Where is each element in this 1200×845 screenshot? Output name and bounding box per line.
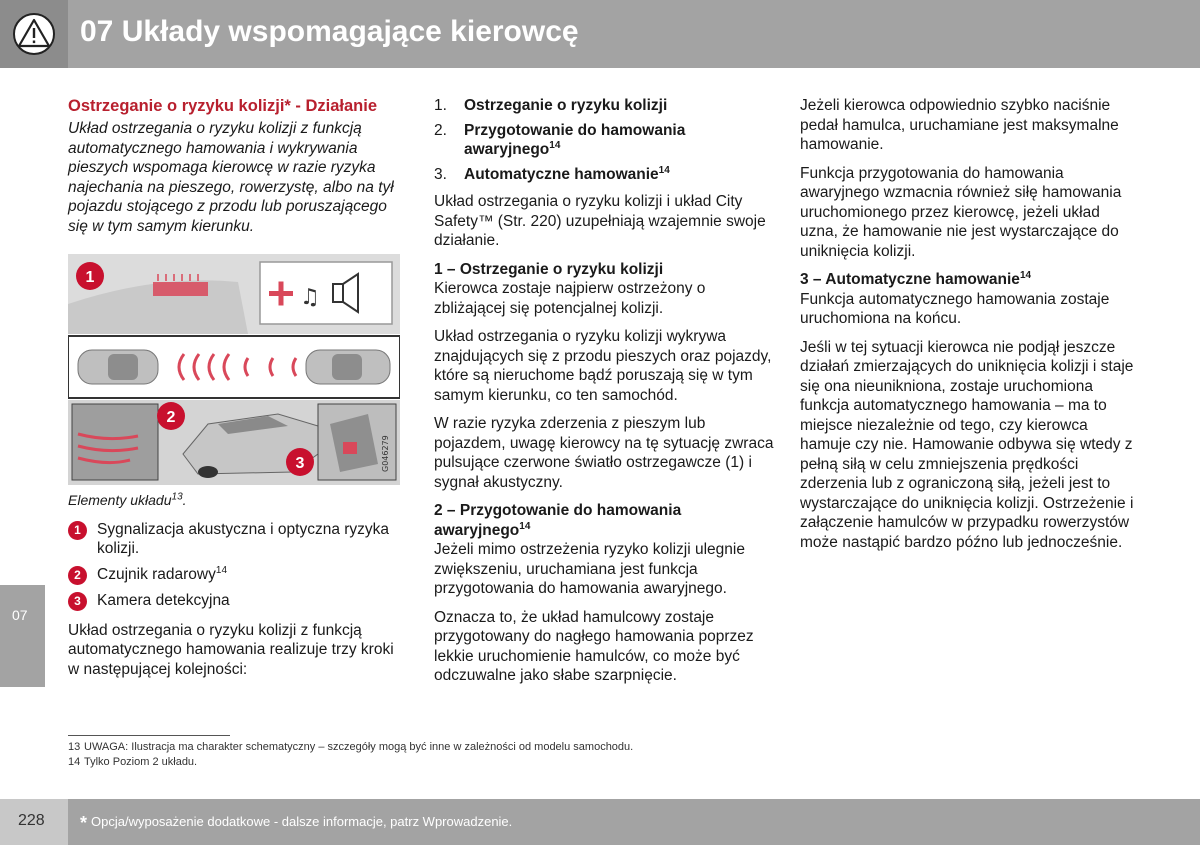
legend-badge: 1 — [68, 521, 87, 540]
own-car-topview — [78, 350, 158, 384]
svg-text:2: 2 — [166, 409, 176, 426]
legend-badge: 2 — [68, 566, 87, 585]
paragraph: Funkcja automatycznego hamowania zostaje uruchomiona na końcu. — [800, 290, 1110, 327]
system-illustration — [68, 254, 400, 485]
steps-list — [434, 96, 774, 184]
paragraph: Układ ostrzegania o ryzyku kolizji wykrywa znajdujących się z przodu pieszych oraz pojazdy, które są nieruchome bądź poruszają się w tym samym kierunku, co ten samochód. — [434, 328, 772, 404]
list-item: 1. Ostrzeganie o ryzyku kolizji — [434, 97, 668, 114]
asterisk-icon: * — [80, 813, 88, 833]
paragraph: Jeśli w tej sytuacji kierowca nie podjął jeszcze działań zmierzających do uniknięcia kolizji i staje się ona nieunikniona, zostaje uruchomiona funkcja automatycznego hamowania – ma to miejsce niezależnie od tego, czy kierowca hamuje czy nie. Hamowanie odbywa się wtedy z pełną siłą w celu zmniejszenia prędkości zderzenia lub z ograniczoną siłą, jeżeli jest to wystarczające do uniknięcia kolizji. Ostrzeżenie i załączenie hamulców w przypadku rowerzystów może nastąpić bardzo późno lub jednocześnie. — [800, 338, 1134, 551]
legend-item-2 — [68, 565, 398, 585]
legend-badge: 3 — [68, 592, 87, 611]
paragraph: Jeżeli kierowca odpowiednio szybko naciśnie pedał hamulca, uruchamiane jest maksymalne hamowanie. — [800, 97, 1119, 153]
figure-code: G046279 — [381, 435, 390, 472]
footnote-13: 13 UWAGA: Ilustracja ma charakter schematyczny – szczegóły mogą być inne w zależności od modelu samochodu. — [68, 741, 634, 753]
paragraph: Jeżeli mimo ostrzeżenia ryzyko kolizji ulegnie zwiększeniu, uruchamiana jest funkcja przygotowania do hamowania awaryjnego. — [434, 541, 745, 597]
warning-triangle-icon — [12, 12, 56, 56]
callout-1 — [76, 262, 104, 290]
subheading-step-3: 3 – Automatyczne hamowanie$^{14}$ — [800, 269, 1032, 288]
paragraph: Funkcja przygotowania do hamowania awaryjnego wzmacnia również siłę hamowania uruchomionego przez kierowcę, jeżeli układ uzna, że hamowanie nie jest wystarczające do uniknięcia kolizji. — [800, 164, 1122, 260]
chapter-tab — [0, 585, 45, 687]
intro-paragraph: Układ ostrzegania o ryzyku kolizji z funkcją automatycznego hamowania i wykrywania pieszych wspomaga kierowcę w razie ryzyka najechania na pieszego, rowerzystę, albo na tył pojazdu stojącego z przodu lub poruszającego się w tym samym kierunku. — [68, 120, 394, 235]
list-item: 2. Przygotowanie do hamowania awaryjnego$^{14}$ — [434, 121, 686, 158]
subheading-step-2: 2 – Przygotowanie do hamowania awaryjnego$^{14}$ — [434, 502, 682, 539]
legend-text: Sygnalizacja akustyczna i optyczna ryzyka kolizji. — [97, 520, 390, 557]
system-diagram — [68, 254, 400, 485]
legend-text: Czujnik radarowy$^{14}$ — [97, 564, 228, 583]
outro-paragraph: Układ ostrzegania o ryzyku kolizji z funkcją automatycznego hamowania realizuje trzy kroki w następującej kolejności: — [68, 621, 394, 678]
figure-caption: Elementy układu$^{13}$. — [68, 491, 187, 508]
section-heading: Ostrzeganie o ryzyku kolizji* - Działanie — [68, 97, 378, 115]
column-2 — [434, 96, 774, 695]
head-up-warning-light — [153, 282, 208, 296]
legend-item-3 — [68, 591, 398, 611]
music-note-icon: ♫ — [300, 285, 320, 310]
column-1 — [68, 96, 398, 688]
callout-3 — [286, 448, 314, 476]
column-3 — [800, 96, 1140, 561]
paragraph: Układ ostrzegania o ryzyku kolizji i układ City Safety™ (Str. 220) uzupełniają wzajemnie swoje działanie. — [434, 193, 766, 249]
chapter-tab-label: 07 — [12, 607, 28, 623]
radar-sensor-closeup — [72, 404, 158, 480]
callout-2 — [157, 402, 185, 430]
page-title: 07 Układy wspomagające kierowcę — [80, 15, 579, 48]
legend-text: Kamera detekcyjna — [97, 591, 230, 609]
subheading-step-1: 1 – Ostrzeganie o ryzyku kolizji — [434, 260, 664, 278]
paragraph: Oznacza to, że układ hamulcowy zostaje przygotowany do nagłego hamowania poprzez lekkie uruchomienie hamulców, co może być odczuwalne jako słabe szarpnięcie. — [434, 608, 754, 684]
svg-text:3: 3 — [295, 455, 305, 472]
car-ahead-topview — [306, 350, 390, 384]
list-item: 3. Automatyczne hamowanie$^{14}$ — [434, 164, 670, 183]
footnote-14: 14 Tylko Poziom 2 układu. — [68, 756, 198, 768]
footnote-divider — [68, 735, 230, 736]
footer-note: * Opcja/wyposażenie dodatkowe - dalsze informacje, patrz Wprowadzenie. — [80, 813, 513, 833]
svg-text:1: 1 — [85, 269, 95, 286]
page-number: 228 — [18, 812, 45, 829]
paragraph: W razie ryzyka zderzenia z pieszym lub pojazdem, uwagę kierowcy na tę sytuację zwraca pulsujące czerwone światło ostrzegawcze (1) i sygnał akustyczny. — [434, 415, 774, 491]
legend-item-1 — [68, 520, 398, 559]
paragraph: Kierowca zostaje najpierw ostrzeżony o zbliżającej się potencjalnej kolizji. — [434, 280, 706, 317]
